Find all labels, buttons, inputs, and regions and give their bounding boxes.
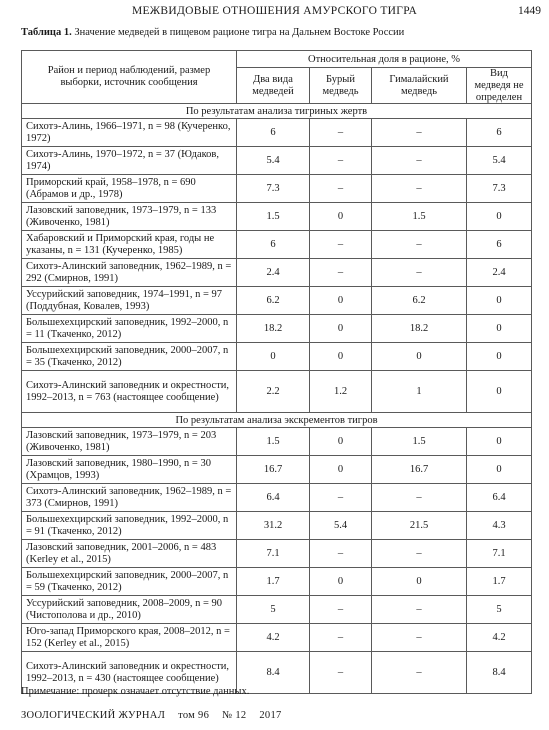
value-cell: 2.4 (467, 259, 532, 287)
value-cell: 7.1 (467, 540, 532, 568)
value-cell: – (372, 231, 467, 259)
value-cell: 2.4 (237, 259, 310, 287)
section-title: По результатам анализа экскрементов тигров (22, 413, 532, 428)
table-row (22, 287, 532, 315)
value-cell: 6.2 (237, 287, 310, 315)
region-cell: Большехехцирский заповедник, 1992–2000, n = 91 (Ткаченко, 2012) (22, 512, 237, 540)
region-cell: Лазовский заповедник, 2001–2006, n = 483 (Kerley et al., 2015) (22, 540, 237, 568)
value-cell: 6 (467, 119, 532, 147)
running-header (0, 5, 549, 19)
value-cell: 0 (310, 428, 372, 456)
table-caption-text: Значение медведей в пищевом рационе тигра на Дальнем Востоке России (74, 27, 405, 38)
table-row (22, 119, 532, 147)
col-header-asiatic-black-bear: Гималайский медведь (372, 68, 467, 104)
region-cell: Большехехцирский заповедник, 2000–2007, n = 35 (Ткаченко, 2012) (22, 343, 237, 371)
value-cell: 5.4 (310, 512, 372, 540)
table-row (22, 175, 532, 203)
value-cell: 5 (467, 596, 532, 624)
table-caption-label: Таблица 1. (21, 27, 72, 38)
running-title: МЕЖВИДОВЫЕ ОТНОШЕНИЯ АМУРСКОГО ТИГРА (131, 5, 418, 17)
value-cell: – (310, 484, 372, 512)
value-cell: – (372, 147, 467, 175)
value-cell: – (310, 231, 372, 259)
value-cell: 16.7 (372, 456, 467, 484)
col-header-species-undetermined: Вид медведя не определен (467, 68, 532, 104)
table-row (22, 231, 532, 259)
value-cell: 4.2 (237, 624, 310, 652)
value-cell: 0 (310, 287, 372, 315)
table-row (22, 428, 532, 456)
value-cell: – (310, 652, 372, 694)
value-cell: 0 (467, 315, 532, 343)
value-cell: – (310, 596, 372, 624)
footer-journal: ЗООЛОГИЧЕСКИЙ ЖУРНАЛ (21, 710, 166, 721)
value-cell: – (372, 540, 467, 568)
region-cell: Лазовский заповедник, 1973–1979, n = 133 (Живоченко, 1981) (22, 203, 237, 231)
value-cell: 1.5 (237, 428, 310, 456)
value-cell: – (310, 624, 372, 652)
value-cell: 0 (310, 456, 372, 484)
region-cell: Сихотэ-Алинский заповедник и окрестности, 1992–2013, n = 430 (настоящее сообщение) (22, 652, 237, 694)
region-cell: Сихотэ-Алинский заповедник, 1962–1989, n = 292 (Смирнов, 1991) (22, 259, 237, 287)
table-row (22, 540, 532, 568)
value-cell: – (310, 259, 372, 287)
table-body (22, 104, 532, 694)
value-cell: 5 (237, 596, 310, 624)
value-cell: 1.7 (237, 568, 310, 596)
value-cell: 16.7 (237, 456, 310, 484)
table-row (22, 512, 532, 540)
region-cell: Лазовский заповедник, 1980–1990, n = 30 (Храмцов, 1993) (22, 456, 237, 484)
region-cell: Юго-запад Приморского края, 2008–2012, n = 152 (Kerley et al., 2015) (22, 624, 237, 652)
value-cell: – (310, 175, 372, 203)
value-cell: 21.5 (372, 512, 467, 540)
value-cell: 0 (372, 568, 467, 596)
region-cell: Сихотэ-Алинь, 1966–1971, n = 98 (Кучеренко, 1972) (22, 119, 237, 147)
value-cell: – (372, 596, 467, 624)
table-row (22, 484, 532, 512)
col-header-group: Относительная доля в рационе, % (237, 51, 532, 68)
value-cell: 6.4 (237, 484, 310, 512)
table-note: Примечание: прочерк означает отсутствие данных. (21, 686, 250, 697)
footer-issue: № 12 (222, 710, 247, 721)
value-cell: 6 (237, 231, 310, 259)
value-cell: 0 (310, 315, 372, 343)
journal-footer (21, 710, 292, 721)
diet-table (21, 50, 532, 694)
region-cell: Сихотэ-Алинский заповедник и окрестности, 1992–2013, n = 763 (настоящее сообщение) (22, 371, 237, 413)
value-cell: 0 (467, 456, 532, 484)
value-cell: 1.5 (372, 428, 467, 456)
value-cell: 0 (310, 568, 372, 596)
footer-volume: том 96 (178, 710, 210, 721)
col-header-brown-bear: Бурый медведь (310, 68, 372, 104)
region-cell: Сихотэ-Алинский заповедник, 1962–1989, n = 373 (Смирнов, 1991) (22, 484, 237, 512)
table-caption (21, 27, 541, 38)
value-cell: – (372, 484, 467, 512)
value-cell: 6 (467, 231, 532, 259)
value-cell: – (310, 119, 372, 147)
value-cell: 8.4 (467, 652, 532, 694)
region-cell: Большехехцирский заповедник, 2000–2007, n = 59 (Ткаченко, 2012) (22, 568, 237, 596)
table-row (22, 624, 532, 652)
table-row (22, 568, 532, 596)
value-cell: – (372, 259, 467, 287)
value-cell: 1.7 (467, 568, 532, 596)
value-cell: 0 (467, 203, 532, 231)
page-number: 1449 (518, 5, 541, 17)
section-title: По результатам анализа тигриных жертв (22, 104, 532, 119)
value-cell: 18.2 (237, 315, 310, 343)
table-row (22, 203, 532, 231)
value-cell: 6 (237, 119, 310, 147)
table-row (22, 259, 532, 287)
value-cell: 1 (372, 371, 467, 413)
value-cell: – (310, 540, 372, 568)
col-header-two-species: Два вида медведей (237, 68, 310, 104)
value-cell: – (372, 119, 467, 147)
value-cell: 4.3 (467, 512, 532, 540)
table-row (22, 596, 532, 624)
value-cell: 0 (467, 428, 532, 456)
table-row (22, 147, 532, 175)
value-cell: 0 (372, 343, 467, 371)
value-cell: 0 (237, 343, 310, 371)
value-cell: 6.2 (372, 287, 467, 315)
value-cell: – (372, 175, 467, 203)
value-cell: 0 (310, 343, 372, 371)
region-cell: Хабаровский и Приморский края, годы не указаны, n = 131 (Кучеренко, 1985) (22, 231, 237, 259)
value-cell: 7.1 (237, 540, 310, 568)
value-cell: 6.4 (467, 484, 532, 512)
section-row (22, 104, 532, 119)
col-header-region: Район и период наблюдений, размер выборки, источник сообщения (22, 51, 237, 104)
value-cell: 1.5 (372, 203, 467, 231)
region-cell: Уссурийский заповедник, 1974–1991, n = 97 (Поддубная, Ковалев, 1993) (22, 287, 237, 315)
value-cell: 0 (310, 203, 372, 231)
value-cell: 1.5 (237, 203, 310, 231)
value-cell: 4.2 (467, 624, 532, 652)
region-cell: Уссурийский заповедник, 2008–2009, n = 90 (Чистополова и др., 2010) (22, 596, 237, 624)
value-cell: 0 (467, 343, 532, 371)
value-cell: – (310, 147, 372, 175)
section-row (22, 413, 532, 428)
region-cell: Большехехцирский заповедник, 1992–2000, n = 11 (Ткаченко, 2012) (22, 315, 237, 343)
value-cell: 5.4 (237, 147, 310, 175)
value-cell: 31.2 (237, 512, 310, 540)
table-row (22, 343, 532, 371)
value-cell: 0 (467, 287, 532, 315)
table-row (22, 456, 532, 484)
region-cell: Приморский край, 1958–1978, n = 690 (Абрамов и др., 1978) (22, 175, 237, 203)
table-row (22, 371, 532, 413)
value-cell: 1.2 (310, 371, 372, 413)
value-cell: 18.2 (372, 315, 467, 343)
value-cell: 8.4 (237, 652, 310, 694)
region-cell: Лазовский заповедник, 1973–1979, n = 203 (Живоченко, 1981) (22, 428, 237, 456)
value-cell: 0 (467, 371, 532, 413)
value-cell: – (372, 624, 467, 652)
table-row (22, 315, 532, 343)
region-cell: Сихотэ-Алинь, 1970–1972, n = 37 (Юдаков, 1974) (22, 147, 237, 175)
value-cell: 7.3 (467, 175, 532, 203)
footer-year: 2017 (259, 710, 282, 721)
value-cell: 2.2 (237, 371, 310, 413)
value-cell: 7.3 (237, 175, 310, 203)
value-cell: – (372, 652, 467, 694)
value-cell: 5.4 (467, 147, 532, 175)
